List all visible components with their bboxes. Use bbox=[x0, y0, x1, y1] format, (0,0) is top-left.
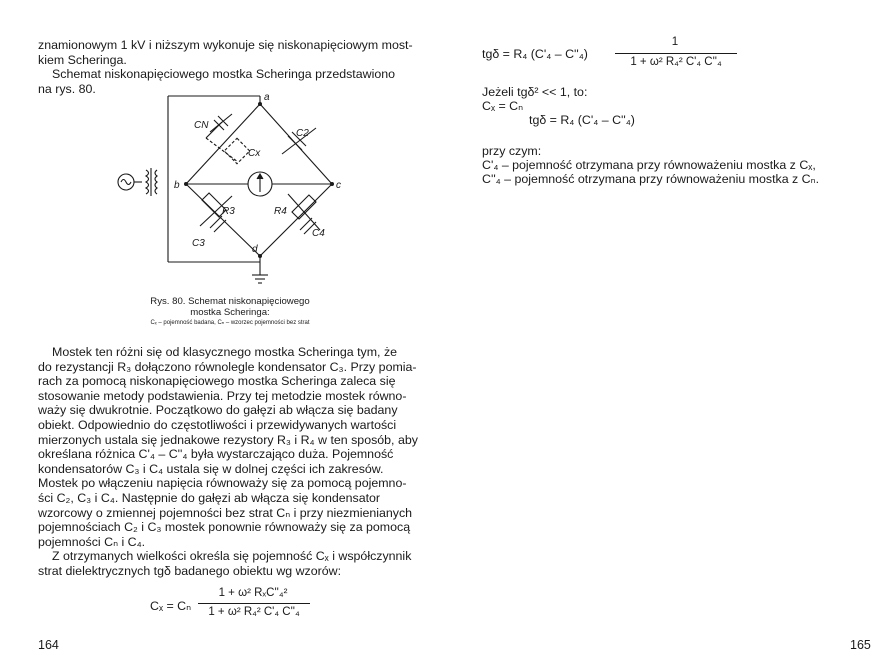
tg-formula-lhs: tgδ = R₄ (C'₄ – C''₄) bbox=[482, 47, 588, 61]
figure-caption bbox=[100, 296, 360, 328]
label-cx: Cx bbox=[248, 148, 261, 159]
body-line: pojemnościach C₂ i C₃ mostek ponownie równoważy się za pomocą bbox=[38, 520, 411, 535]
node-label-b: b bbox=[174, 180, 180, 191]
definition-line-1: C'₄ – pojemność otrzymana przy równoważeniu mostka z Cₓ, bbox=[482, 158, 816, 172]
node-label-a: a bbox=[264, 92, 270, 103]
label-c2: C2 bbox=[296, 128, 309, 139]
cx-formula-fraction-bar bbox=[198, 603, 310, 604]
cx-formula-denominator: 1 + ω² R₄² C'₄ C''₄ bbox=[208, 606, 300, 618]
schering-bridge-diagram bbox=[110, 90, 370, 290]
definition-line-2: C''₄ – pojemność otrzymana przy równoważeniu mostka z Cₙ. bbox=[482, 172, 820, 186]
body-line: ści C₂, C₃ i C₄. Następnie do gałęzi ab włącza się kondensator bbox=[38, 490, 381, 505]
condition-line: Jeżeli tgδ² << 1, to: bbox=[482, 85, 588, 99]
caption-line: Rys. 80. Schemat niskonapięciowego bbox=[150, 296, 310, 307]
tg-formula-fraction-bar bbox=[615, 53, 737, 54]
intro-line: kiem Scheringa. bbox=[38, 52, 127, 67]
right-page bbox=[441, 0, 882, 660]
label-r3: R3 bbox=[222, 206, 235, 217]
label-r4: R4 bbox=[274, 206, 287, 217]
node-label-d: d bbox=[252, 244, 258, 255]
label-c3: C3 bbox=[192, 238, 205, 249]
cx-formula-lhs: Cₓ = Cₙ bbox=[150, 599, 192, 613]
body-line: pojemności Cₙ i C₄. bbox=[38, 534, 146, 549]
body-line: strat dielektrycznych tgδ badanego obiektu wg wzorów: bbox=[38, 563, 342, 578]
body-line: stosowanie metody podstawienia. Przy tej metodzie mostek równo- bbox=[38, 388, 407, 403]
body-line: do rezystancji R₃ dołączono równolegle kondensator C₃. Przy pomia- bbox=[38, 359, 417, 374]
intro-paragraph bbox=[38, 38, 420, 96]
body-line: kondensatorów C₃ i C₄ ustala się w dolnej części ich zakresów. bbox=[38, 461, 384, 476]
body-paragraph bbox=[38, 345, 420, 579]
label-c4: C4 bbox=[312, 228, 325, 239]
caption-line: mostka Scheringa: bbox=[190, 307, 270, 318]
body-line: określana różnica C'₄ – C''₄ była wystarczająco duża. Pojemność bbox=[38, 447, 394, 462]
cx-formula-numerator: 1 + ω² RₓC''₄² bbox=[218, 587, 288, 599]
body-line: rach za pomocą niskonapięciowego mostka Scheringa zaleca się bbox=[38, 374, 396, 389]
intro-line: znamionowym 1 kV i niższym wykonuje się niskonapięciowym most- bbox=[38, 38, 413, 52]
body-line: mierzonych ustala się jednakowe rezystory R₃ i R₄ w ten sposób, aby bbox=[38, 432, 418, 447]
cx-equals-cn: Cₓ = Cₙ bbox=[482, 99, 524, 113]
body-line: Mostek ten różni się od klasycznego mostka Scheringa tym, że bbox=[52, 345, 398, 359]
body-line: waży się dwukrotnie. Początkowo do gałęzi ab włącza się badany bbox=[38, 403, 398, 418]
body-line: obiekt. Odpowiednio do częstotliwości i przewidywanych wartości bbox=[38, 417, 397, 432]
body-line: wzorcowy o zmiennej pojemności bez strat Cₙ i przy niezmienianych bbox=[38, 505, 413, 520]
where-label: przy czym: bbox=[482, 144, 542, 158]
tg-formula-numerator: 1 bbox=[671, 36, 679, 48]
body-line: Mostek po włączeniu napięcia równoważy się za pomocą pojemno- bbox=[38, 476, 407, 491]
intro-line: Schemat niskonapięciowego mostka Scheringa przedstawiono bbox=[52, 67, 395, 82]
page-number-right: 165 bbox=[850, 638, 871, 652]
intro-line: na rys. 80. bbox=[38, 81, 96, 96]
page-number-left: 164 bbox=[38, 638, 59, 652]
tg-formula-denominator: 1 + ω² R₄² C'₄ C''₄ bbox=[630, 56, 722, 68]
body-line: Z otrzymanych wielkości określa się pojemność Cₓ i współczynnik bbox=[52, 549, 412, 564]
label-cn: CN bbox=[194, 120, 209, 131]
caption-legend: Cₓ – pojemność badana, Cₙ – wzorzec pojemności bez strat bbox=[150, 320, 310, 326]
node-label-c: c bbox=[336, 180, 341, 191]
transformer-icon bbox=[146, 170, 149, 194]
tg-simple-formula: tgδ = R₄ (C'₄ – C''₄) bbox=[529, 113, 635, 127]
